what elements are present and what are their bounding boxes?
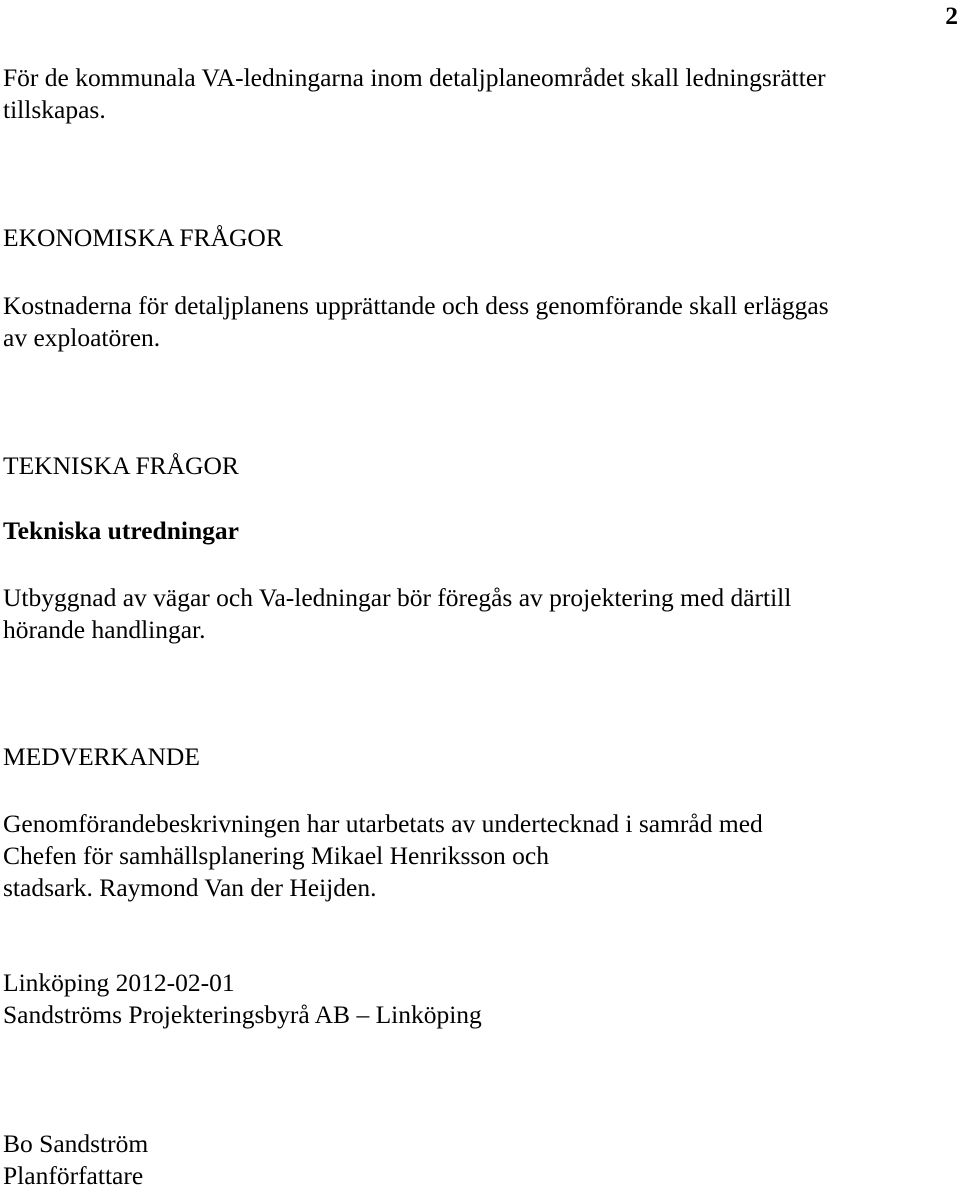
intro-line: tillskapas. — [3, 95, 106, 124]
medverkande-line: stadsark. Raymond Van der Heijden. — [3, 873, 377, 902]
company-line: Sandströms Projekteringsbyrå AB – Linköping — [3, 1000, 482, 1029]
intro-paragraph — [3, 62, 943, 126]
medverkande-line: Chefen för samhällsplanering Mikael Henriksson och — [3, 841, 549, 870]
ekonomiska-line: Kostnaderna för detaljplanens upprättande och dess genomförande skall erläggas — [3, 291, 829, 320]
ekonomiska-heading: EKONOMISKA FRÅGOR — [3, 223, 283, 252]
medverkande-paragraph — [3, 808, 943, 904]
ekonomiska-line: av exploatören. — [3, 323, 161, 352]
tekniska-line: hörande handlingar. — [3, 615, 206, 644]
signatory-name: Bo Sandström — [3, 1129, 149, 1158]
signature-block — [3, 1128, 943, 1192]
signatory-title: Planförfattare — [3, 1161, 144, 1190]
page-number: 2 — [945, 1, 958, 30]
medverkande-heading: MEDVERKANDE — [3, 742, 200, 771]
tekniska-subheading: Tekniska utredningar — [3, 516, 239, 545]
intro-line: För de kommunala VA-ledningarna inom detaljplaneområdet skall ledningsrätter — [3, 63, 826, 92]
ekonomiska-paragraph — [3, 290, 943, 354]
tekniska-heading: TEKNISKA FRÅGOR — [3, 451, 239, 480]
tekniska-line: Utbyggnad av vägar och Va-ledningar bör föregås av projektering med därtill — [3, 583, 792, 612]
tekniska-paragraph — [3, 582, 943, 646]
place-date-line: Linköping 2012-02-01 — [3, 968, 235, 997]
place-date-block — [3, 967, 943, 1031]
medverkande-line: Genomförandebeskrivningen har utarbetats av undertecknad i samråd med — [3, 809, 763, 838]
